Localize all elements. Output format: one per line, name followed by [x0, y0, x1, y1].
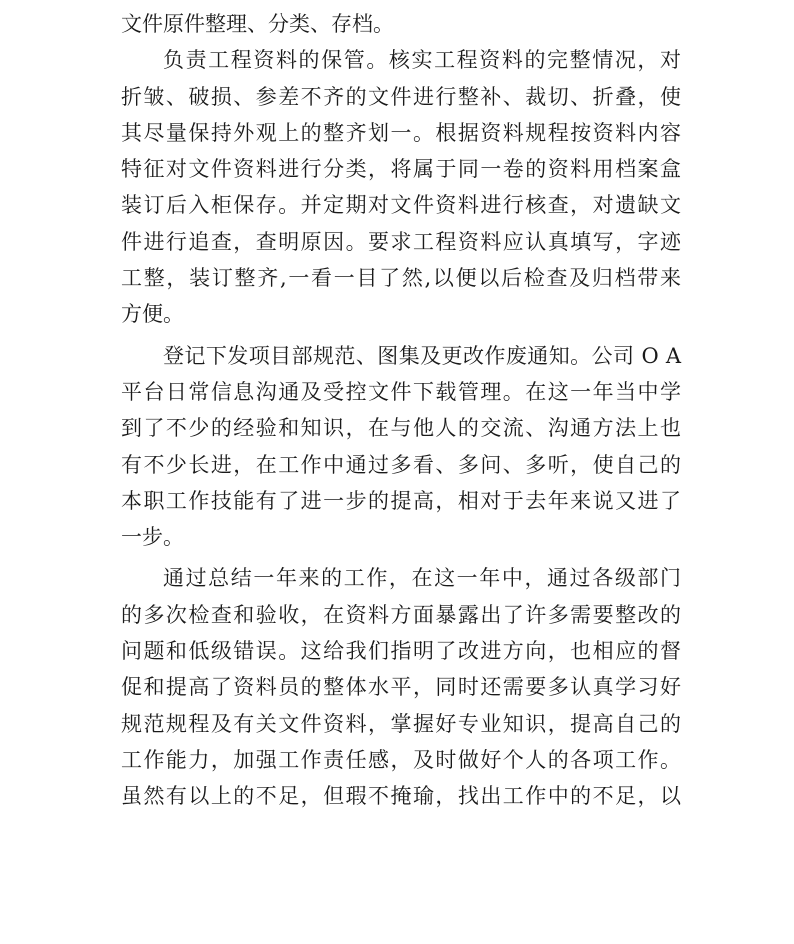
text-line: 装订后入柜保存。并定期对文件资料进行核查，对遗缺文 — [121, 193, 681, 218]
text-line: 折皱、破损、参差不齐的文件进行整补、裁切、折叠，使 — [121, 84, 681, 109]
text-line: 特征对文件资料进行分类，将属于同一卷的资料用档案盒 — [121, 157, 681, 182]
text-line: 本职工作技能有了进一步的提高，相对于去年来说又进了 — [121, 488, 681, 513]
paragraph — [121, 560, 681, 814]
text-line: 方便。 — [121, 302, 184, 327]
paragraph — [121, 6, 681, 42]
text-line: 促和提高了资料员的整体水平，同时还需要多认真学习好 — [121, 675, 681, 700]
text-line: 有不少长进，在工作中通过多看、多问、多听，使自己的 — [121, 452, 681, 477]
text-line: 负责工程资料的保管。核实工程资料的完整情况，对 — [163, 48, 681, 73]
text-line: 的多次检查和验收，在资料方面暴露出了许多需要整改的 — [121, 602, 681, 627]
paragraph — [121, 338, 681, 556]
text-line: 规范规程及有关文件资料，掌握好专业知识，提高自己的 — [121, 711, 681, 736]
text-line: 问题和低级错误。这给我们指明了改进方向，也相应的督 — [121, 639, 681, 664]
text-line: 其尽量保持外观上的整齐划一。根据资料规程按资料内容 — [121, 120, 681, 145]
document-body — [121, 6, 681, 815]
text-line: 通过总结一年来的工作，在这一年中，通过各级部门 — [163, 566, 681, 591]
text-line: 工整，装订整齐,一看一目了然,以便以后检查及归档带来 — [121, 266, 681, 291]
text-line: 登记下发项目部规范、图集及更改作废通知。公司 O A — [163, 343, 681, 368]
text-line: 件进行追查，查明原因。要求工程资料应认真填写，字迹 — [121, 229, 681, 254]
text-line: 到了不少的经验和知识，在与他人的交流、沟通方法上也 — [121, 416, 681, 441]
paragraph — [121, 42, 681, 332]
text-line: 虽然有以上的不足，但瑕不掩瑜，找出工作中的不足，以 — [121, 784, 681, 809]
text-line: 平台日常信息沟通及受控文件下载管理。在这一年当中学 — [121, 379, 681, 404]
text-line: 文件原件整理、分类、存档。 — [121, 12, 394, 36]
text-line: 一步。 — [121, 525, 184, 550]
text-line: 工作能力，加强工作责任感，及时做好个人的各项工作。 — [121, 747, 681, 772]
